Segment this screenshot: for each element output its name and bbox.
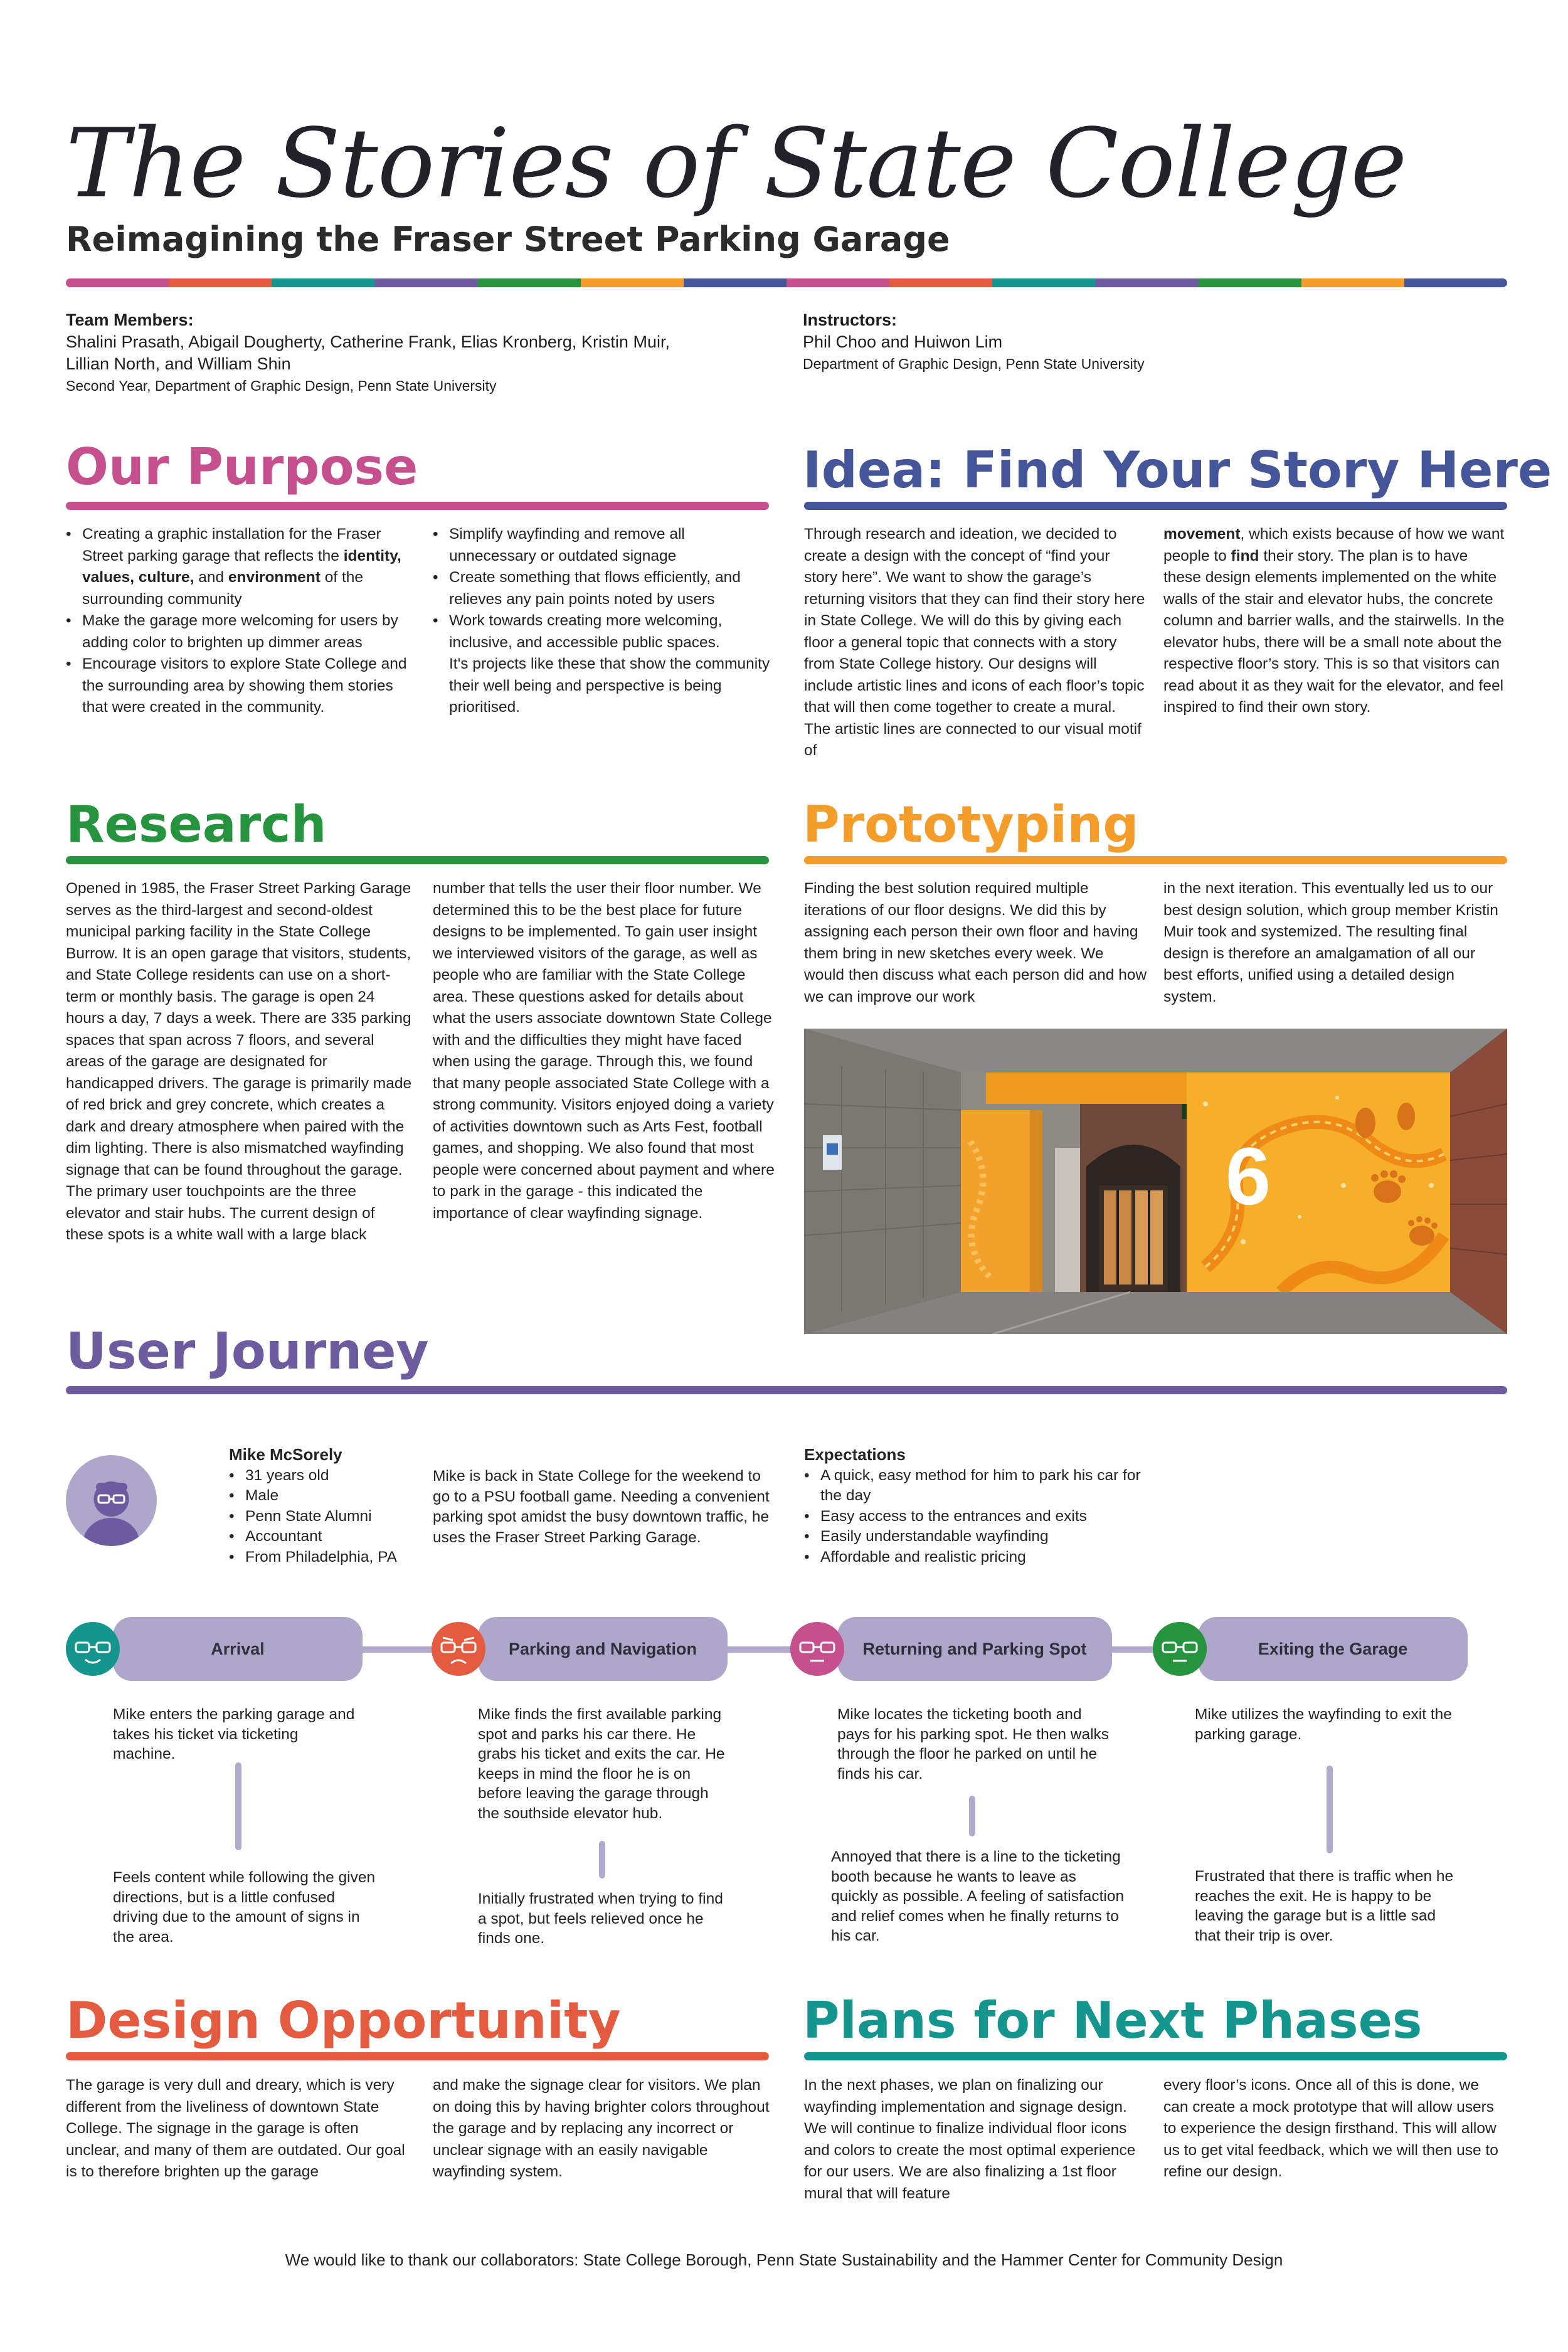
stage-returning-action: Mike locates the ticketing booth and pays for his parking spot. He then walks through the floor he parked on until he finds his car.	[837, 1706, 1110, 1783]
neutral-face-icon	[790, 1622, 844, 1679]
expectation-item: • Affordable and realistic pricing	[804, 1547, 1155, 1568]
stage-parking-pill: Parking and Navigation	[478, 1617, 728, 1681]
persona-story: Mike is back in State College for the weekend to go to a PSU football game. Needing a convenient parking spot amidst the busy downtown traffic, he uses the Fraser Street Parking Garage.	[433, 1468, 770, 1546]
journey-connector	[358, 1646, 439, 1653]
expectation-item: • Easy access to the entrances and exits	[804, 1507, 1155, 1527]
rainbow-segment	[374, 278, 477, 287]
persona-trait: • Accountant	[229, 1527, 436, 1547]
purpose-heading: Our Purpose	[66, 438, 418, 496]
stage-exiting-stem	[1327, 1766, 1333, 1853]
prototyping-text-col1: Finding the best solution required multiple iterations of our floor designs. We did this by assigning each person their own floor and having them bring in new sketches every week. We would then discuss what each person did and how we can improve our work	[804, 880, 1147, 1005]
rainbow-segment	[1199, 278, 1301, 287]
journey-heading: User Journey	[66, 1322, 429, 1380]
idea-underline	[804, 502, 1507, 510]
next-phases-text-col1: In the next phases, we plan on finalizing our wayfinding implementation and signage design. We will continue to finalize individual floor icons and colors to create the most optimal experience for our users. We are also finalizing a 1st floor mural that will feature	[804, 2077, 1136, 2202]
rainbow-segment	[1301, 278, 1404, 287]
floor-number: 6	[1225, 1130, 1271, 1222]
rainbow-segment	[787, 278, 889, 287]
idea-text-col1: Through research and ideation, we decided to create a design with the concept of “find your story here”. We want to show the garage’s returning visitors that they can find their story here in State College. We will do this by giving each floor a general topic that connects with a story from State College history. Our designs will include artistic lines and icons of each floor’s topic that will then come together to create a mural. The artistic lines are connected to our visual motif of	[804, 526, 1145, 759]
prototyping-text-col2: in the next iteration. This eventually led us to our best design solution, which group member Kristin Muir took and systemized. The resulting final design is therefore an amalgamation of all our best efforts, unified using a detailed design system.	[1163, 880, 1498, 1005]
purpose-item: • Work towards creating more welcoming, inclusive, and accessible public spaces.	[433, 610, 775, 654]
instructors-affiliation: Department of Graphic Design, Penn State University	[803, 356, 1145, 372]
research-text-col2: number that tells the user their floor number. We determined this to be the best place for future designs to be implemented. To gain user insight we interviewed visitors of the garage, as well as people who are familiar with the State College area. These questions asked for details about what the users associate downtown State College with and the difficulties they might have faced when using the garage. Through this, we found that many people associated State College with a strong community. Visitors enjoyed doing a variety of activities downtown such as Arts Fest, football games, and shopping. We also found that most people were concerned about payment and where to park in the garage - this indicated the importance of clear wayfinding signage.	[433, 880, 775, 1222]
next-phases-text-col2: every floor’s icons. Once all of this is done, we can create a mock prototype that will allow users to experience the design firsthand. This will allow us to get vital feedback, which we will then use to refine our design.	[1163, 2077, 1498, 2180]
stage-exiting-pill: Exiting the Garage	[1198, 1617, 1468, 1681]
prototype-photo	[804, 1029, 1507, 1334]
journey-underline	[66, 1386, 1507, 1394]
stage-returning-pill: Returning and Parking Spot	[837, 1617, 1112, 1681]
research-underline	[66, 856, 769, 864]
stage-parking-feeling: Initially frustrated when trying to find a spot, but feels relieved once he finds one.	[478, 1890, 723, 1947]
rainbow-segment	[272, 278, 374, 287]
stage-returning-feeling: Annoyed that there is a line to the ticketing booth because he wants to leave as quickly as possible. A feeling of satisfaction and relief comes when he finally returns to his car.	[831, 1848, 1125, 1944]
rainbow-segment	[169, 278, 272, 287]
stage-arrival-pill: Arrival	[113, 1617, 363, 1681]
stage-exiting-action: Mike utilizes the wayfinding to exit the parking garage.	[1195, 1706, 1452, 1743]
sad-face-icon	[432, 1622, 485, 1679]
instructors-block	[803, 309, 1493, 375]
team-affiliation: Second Year, Department of Graphic Design, Penn State University	[66, 378, 497, 394]
purpose-item: • Creating a graphic installation for the Fraser Street parking garage that reflects the identity, values, culture, and environment of the surrounding community	[66, 524, 408, 610]
opportunity-underline	[66, 2052, 769, 2060]
opportunity-text-col2: and make the signage clear for visitors. We plan on doing this by having brighter colors throughout the garage and by replacing any incorrect or unclear signage with an easily navigable wayfinding system.	[433, 2077, 770, 2180]
stage-arrival-action: Mike enters the parking garage and takes his ticket via ticketing machine.	[113, 1706, 355, 1762]
purpose-list-1	[66, 524, 408, 719]
stage-arrival-stem	[235, 1762, 241, 1850]
rainbow-segment	[992, 278, 1095, 287]
happy-face-icon	[66, 1622, 120, 1679]
prototyping-underline	[804, 856, 1507, 864]
persona-traits	[229, 1466, 436, 1568]
expectations-list	[804, 1466, 1155, 1568]
research-heading: Research	[66, 795, 327, 854]
purpose-item: • Create something that flows efficiently, and relieves any pain points noted by users	[433, 567, 775, 610]
purpose-note: It's projects like these that show the community their well being and perspective is being prioritised.	[449, 655, 770, 716]
neutral-face-icon	[1153, 1622, 1207, 1679]
persona-trait: • Male	[229, 1486, 436, 1507]
persona-block	[229, 1444, 436, 1567]
team-names-line2: Lillian North, and William Shin	[66, 354, 291, 373]
rainbow-segment	[478, 278, 581, 287]
stage-parking-action: Mike finds the first available parking spot and parks his car there. He grabs his ticket and exits the car. He keeps in mind the floor he is on before leaving the garage through the southside elevator hub.	[478, 1706, 725, 1822]
instructors-label: Instructors:	[803, 310, 898, 329]
research-text-col1: Opened in 1985, the Fraser Street Parking Garage serves as the third-largest and second-oldest municipal parking facility in the State College Burrow. It is an open garage that visitors, students, and State College residents can use on a short-term or monthly basis. The garage is open 24 hours a day, 7 days a week. There are 335 parking spaces that span across 7 floors, and several areas of the garage are designated for handicapped drivers. The garage is primarily made of red brick and grey concrete, which creates a dark and dreary atmosphere when paired with the dim lighting. There is also mismatched wayfinding signage that can be found throughout the garage. The primary user touchpoints are the three elevator and stair hubs. The current design of these spots is a white wall with a large black	[66, 880, 412, 1243]
stage-parking-stem	[599, 1841, 605, 1878]
stage-arrival-feeling: Feels content while following the given directions, but is a little confused driving due to the amount of signs in the area.	[113, 1869, 376, 1946]
opportunity-text-col1: The garage is very dull and dreary, which is very different from the liveliness of downtown State College. The signage in the garage is often unclear, and many of them are outdated. Our goal is to therefore brighten up the garage	[66, 2077, 405, 2180]
team-label: Team Members:	[66, 310, 194, 329]
idea-text-col2: movement, which exists because of how we want people to find their story. The plan is to have these design elements implemented on the white walls of the stair and elevator hubs, the concrete column and barrier walls, and the stairwells. In the elevator hubs, there will be a small note about the respective floor’s story. This is so that visitors can read about it as they wait for the elevator, and feel inspired to find their own story.	[1163, 526, 1505, 716]
expectations-label: Expectations	[804, 1445, 906, 1464]
persona-trait: • 31 years old	[229, 1466, 436, 1486]
idea-heading: Idea: Find Your Story Here	[803, 441, 1552, 499]
expectation-item: • Easily understandable wayfinding	[804, 1527, 1155, 1547]
team-names-line1: Shalini Prasath, Abigail Dougherty, Catherine Frank, Elias Kronberg, Kristin Muir,	[66, 332, 670, 351]
instructors-names: Phil Choo and Huiwon Lim	[803, 332, 1003, 351]
expectation-item: • A quick, easy method for him to park his car for the day	[804, 1466, 1155, 1507]
rainbow-segment	[66, 278, 169, 287]
expectations-block	[804, 1444, 1155, 1567]
stage-returning-stem	[969, 1796, 975, 1836]
rainbow-divider	[66, 278, 1507, 287]
purpose-item: • Simplify wayfinding and remove all unnecessary or outdated signage	[433, 524, 775, 567]
persona-trait: • Penn State Alumni	[229, 1507, 436, 1527]
opportunity-heading: Design Opportunity	[66, 1991, 621, 2050]
persona-name: Mike McSorely	[229, 1445, 342, 1464]
rainbow-segment	[684, 278, 787, 287]
purpose-item: • Make the garage more welcoming for users by adding color to brighten up dimmer areas	[66, 610, 408, 654]
rainbow-segment	[889, 278, 992, 287]
purpose-item: • Encourage visitors to explore State College and the surrounding area by showing them stories that were created in the community.	[66, 654, 408, 719]
next-phases-heading: Plans for Next Phases	[803, 1991, 1422, 2050]
purpose-underline	[66, 502, 769, 510]
acknowledgement-footer: We would like to thank our collaborators: State College Borough, Penn State Sustainability and the Hammer Center for Community Design	[285, 2250, 1283, 2269]
purpose-list-2	[433, 524, 775, 719]
poster-title: The Stories of State College	[66, 108, 1407, 219]
rainbow-segment	[581, 278, 684, 287]
poster-subtitle: Reimagining the Fraser Street Parking Garage	[66, 220, 950, 259]
stage-exiting-feeling: Frustrated that there is traffic when he reaches the exit. He is happy to be leaving the garage but is a little sad that their trip is over.	[1195, 1868, 1454, 1944]
prototyping-heading: Prototyping	[803, 795, 1139, 854]
rainbow-segment	[1095, 278, 1198, 287]
persona-trait: • From Philadelphia, PA	[229, 1547, 436, 1568]
rainbow-segment	[1404, 278, 1507, 287]
persona-avatar	[66, 1455, 157, 1546]
team-members-block	[66, 309, 787, 397]
next-phases-underline	[804, 2052, 1507, 2060]
